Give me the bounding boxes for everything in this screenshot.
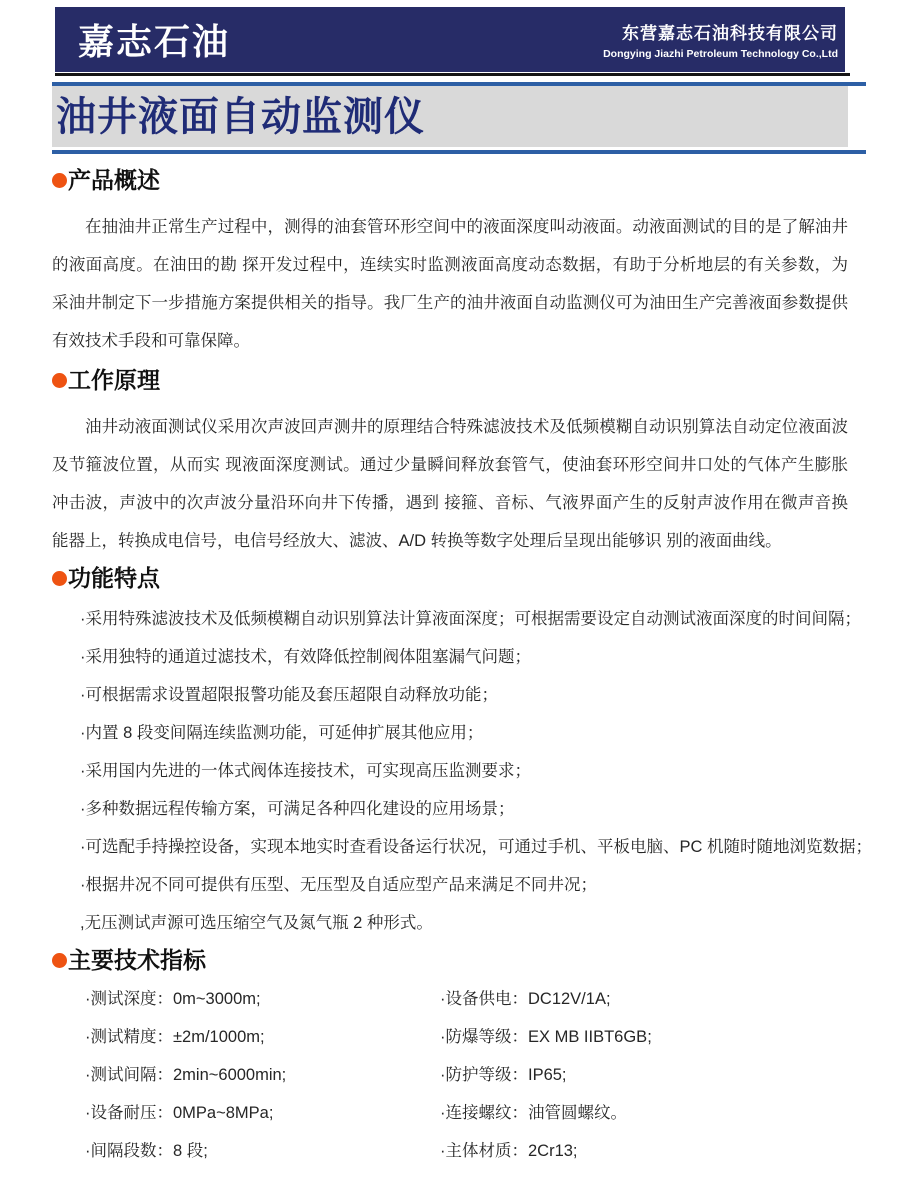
feature-item: ·内置 8 段变间隔连续监测功能，可延伸扩展其他应用； (80, 724, 484, 742)
spec-item: ·设备供电：DC12V/1A; (440, 990, 611, 1008)
spec-item: ·间隔段数：8 段; (85, 1142, 208, 1160)
spec-item: ·测试间隔：2min~6000min; (85, 1066, 287, 1084)
feature-item: ,无压测试声源可选压缩空气及氮气瓶 2 种形式。 (80, 914, 433, 932)
feature-item: ·采用特殊滤波技术及低频模糊自动识别算法计算液面深度；可根据需要设定自动测试液面深度的时间间隔； (80, 610, 861, 628)
company-name-en: Dongying Jiazhi Petroleum Technology Co.,Ltd (603, 48, 838, 60)
company-header (55, 7, 845, 72)
orange-bullet-icon (52, 953, 67, 968)
principle-paragraph: 油井动液面测试仪采用次声波回声测井的原理结合特殊滤波技术及低频模糊自动识别算法自动定位液面波及节箍波位置，从而实 现液面深度测试。通过少量瞬间释放套管气，使油套环形空间井口处的气体产生膨胀冲击波，声波中的次声波分量沿环向井下传播，遇到 接箍、音标、气液界面产生的反射声波作用在微声音换能器上，转换成电信号，电信号经放大、滤波、A/D 转换等数字处理后呈现出能够识 别的液面曲线。 (52, 418, 848, 550)
feature-item: ·多种数据远程传输方案，可满足各种四化建设的应用场景； (80, 800, 515, 818)
spec-item: ·主体材质：2Cr13; (440, 1142, 578, 1160)
company-name-block (603, 19, 838, 60)
spec-item: ·测试精度：±2m/1000m; (85, 1028, 265, 1046)
document-content (0, 168, 900, 1170)
section-heading-principle (52, 368, 848, 392)
section-heading-label: 功能特点 (68, 565, 160, 591)
title-band (52, 86, 848, 147)
company-logo: 嘉志石油 (78, 21, 231, 62)
spec-item: ·防护等级：IP65; (440, 1066, 567, 1084)
orange-bullet-icon (52, 571, 67, 586)
spec-item: ·测试深度：0m~3000m; (85, 990, 261, 1008)
feature-item: ·根据井况不同可提供有压型、无压型及自适应型产品来满足不同井况； (80, 876, 597, 894)
section-heading-overview (52, 168, 848, 192)
overview-paragraph: 在抽油井正常生产过程中，测得的油套管环形空间中的液面深度叫动液面。动液面测试的目的是了解油井的液面高度。在油田的勘 探开发过程中，连续实时监测液面高度动态数据，有助于分析地层的有关参数，为采油井制定下一步措施方案提供相关的指导。我厂生产的油井液面自动监测仪可为油田生产完善液面参数提供有效技术手段和可靠保障。 (52, 218, 848, 350)
section-heading-features (52, 566, 848, 590)
feature-item: ·可选配手持操控设备，实现本地实时查看设备运行状况，可通过手机、平板电脑、PC 机随时随地浏览数据； (80, 838, 872, 856)
spec-item: ·防爆等级：EX MB IIBT6GB; (440, 1028, 652, 1046)
header-underline (55, 73, 850, 76)
section-heading-specs (52, 948, 848, 972)
section-heading-label: 主要技术指标 (68, 947, 206, 973)
section-heading-label: 产品概述 (68, 167, 160, 193)
feature-list (52, 600, 872, 942)
feature-item: ·采用独特的通道过滤技术，有效降低控制阀体阻塞漏气问题； (80, 648, 531, 666)
page-title: 油井液面自动监测仪 (56, 94, 425, 139)
section-heading-label: 工作原理 (68, 367, 160, 393)
feature-item: ·可根据需求设置超限报警功能及套压超限自动释放功能； (80, 686, 498, 704)
spec-item: ·连接螺纹：油管圆螺纹。 (440, 1104, 627, 1122)
spec-item: ·设备耐压：0MPa~8MPa; (85, 1104, 274, 1122)
orange-bullet-icon (52, 173, 67, 188)
feature-item: ·采用国内先进的一体式阀体连接技术，可实现高压监测要求； (80, 762, 531, 780)
spec-table (52, 980, 848, 1170)
company-name-cn: 东营嘉志石油科技有限公司 (622, 24, 838, 43)
orange-bullet-icon (52, 373, 67, 388)
title-rule-bottom (52, 150, 866, 154)
